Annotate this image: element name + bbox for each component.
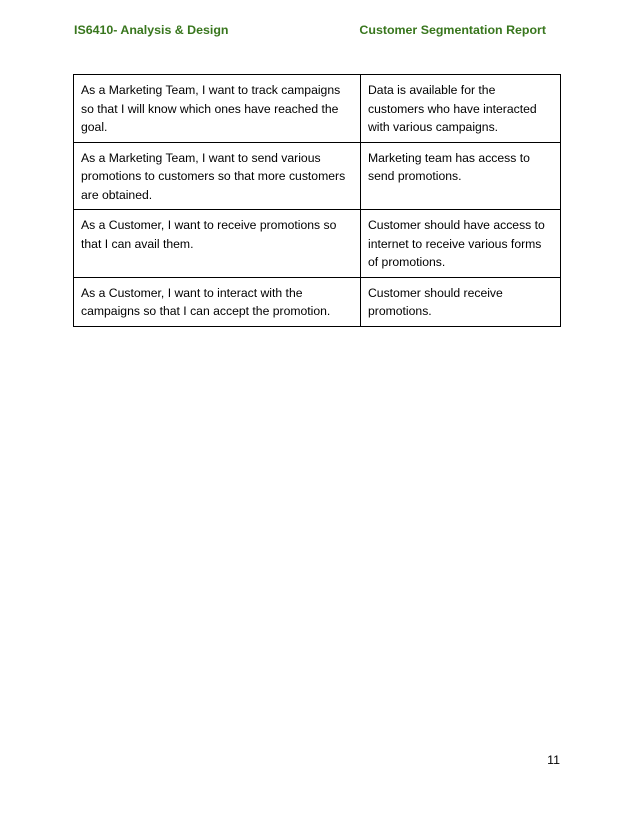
report-title: Customer Segmentation Report [359,23,546,37]
criteria-cell: Customer should receive promotions. [361,277,561,326]
user-stories-table [73,74,561,327]
page-header [74,22,546,40]
criteria-cell: Customer should have access to internet to receive various forms of promotions. [361,210,561,278]
table-row [74,142,561,210]
story-cell: As a Customer, I want to receive promotions so that I can avail them. [74,210,361,278]
criteria-cell: Data is available for the customers who have interacted with various campaigns. [361,75,561,143]
table-row [74,277,561,326]
story-cell: As a Customer, I want to interact with the campaigns so that I can accept the promotion. [74,277,361,326]
story-cell: As a Marketing Team, I want to track campaigns so that I will know which ones have reached the goal. [74,75,361,143]
criteria-cell: Marketing team has access to send promotions. [361,142,561,210]
course-title: IS6410- Analysis & Design [74,23,229,37]
story-cell: As a Marketing Team, I want to send various promotions to customers so that more customers are obtained. [74,142,361,210]
page-number: 11 [547,753,560,767]
table-row [74,210,561,278]
table-row [74,75,561,143]
